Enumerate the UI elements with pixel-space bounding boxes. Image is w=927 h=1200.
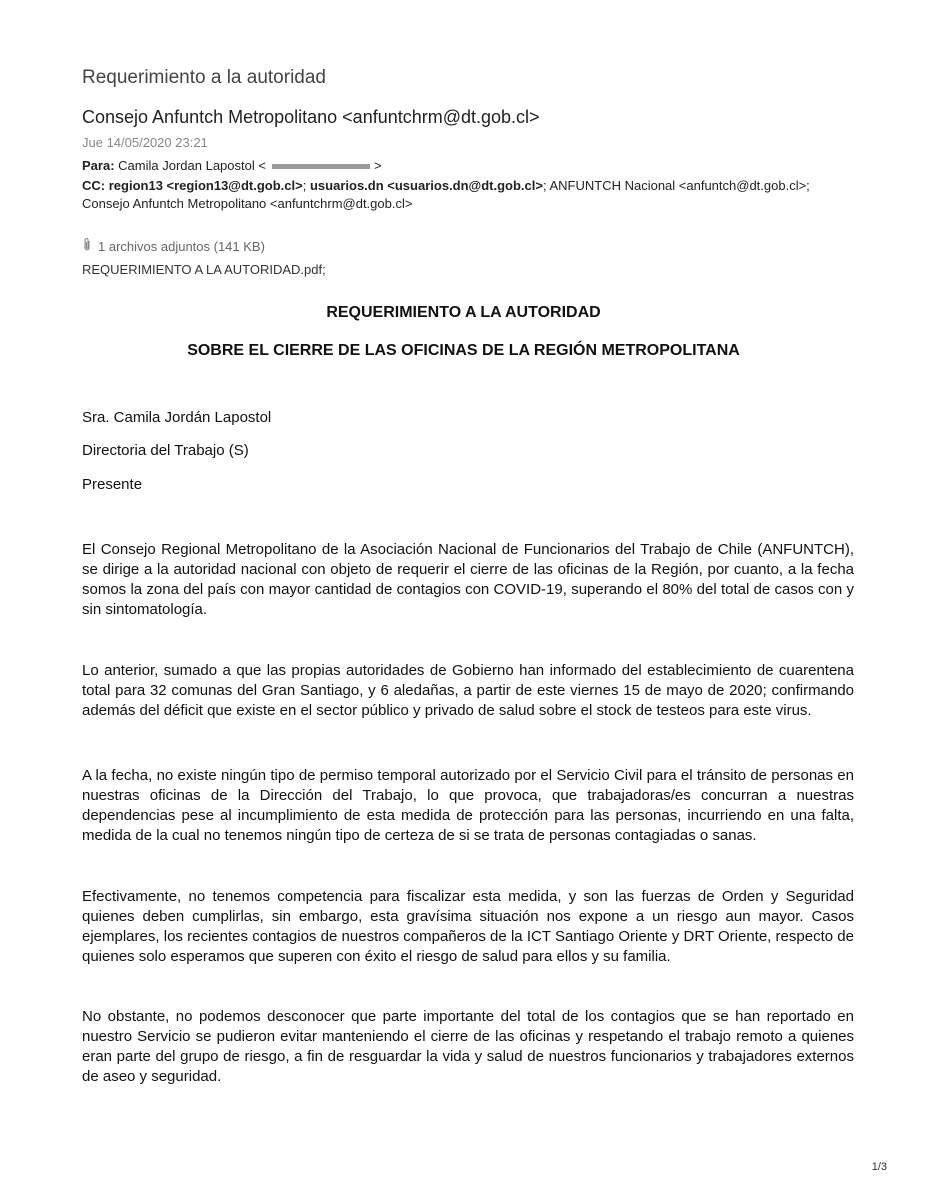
to-name: Camila Jordan Lapostol < <box>118 158 266 173</box>
addressee-position: Directoria del Trabajo (S) <box>82 442 249 459</box>
body-paragraph: No obstante, no podemos desconocer que parte importante del total de los contagios que se han reportado en nuestro Servicio se pudieron evitar manteniendo el cierre de las oficinas y respetando el trabajo remoto a quienes eran parte del grupo de riesgo, a fin de resguardar la vida y salud de nuestros funcionarios y trabajadores externos de aseo y seguridad. <box>82 1008 854 1085</box>
email-date: Jue 14/05/2020 23:21 <box>82 135 208 150</box>
body-paragraph: Lo anterior, sumado a que las propias autoridades de Gobierno han informado del establecimiento de cuarentena total para 32 comunas del Gran Santiago, y 6 aledañas, a partir de este viernes 15 de mayo de 2020; confirmando además del déficit que existe en el sector público y privado de salud sobre el stock de testeos para este virus. <box>82 662 854 719</box>
attachment-file-name: REQUERIMIENTO A LA AUTORIDAD.pdf; <box>82 262 326 277</box>
addressee-name: Sra. Camila Jordán Lapostol <box>82 409 272 426</box>
cc-separator: ; <box>302 178 307 193</box>
cc-recipient-usuarios: usuarios.dn <usuarios.dn@dt.gob.cl> <box>309 178 543 193</box>
attachments-summary <box>82 237 265 256</box>
attachments-count: 1 archivos adjuntos (141 KB) <box>98 239 265 254</box>
cc-recipient-region13: region13 <region13@dt.gob.cl> <box>108 178 303 193</box>
redacted-address <box>272 164 370 169</box>
email-subject: Requerimiento a la autoridad <box>82 67 326 88</box>
document-subtitle: SOBRE EL CIERRE DE LAS OFICINAS DE LA REGIÓN METROPOLITANA <box>187 342 740 359</box>
to-end: > <box>373 158 382 173</box>
body-paragraph: Efectivamente, no tenemos competencia para fiscalizar esta medida, y son las fuerzas de Orden y Seguridad quienes deben cumplirlas, sin embargo, esta gravísima situación nos expone a un riesgo aun mayor. Casos ejemplares, los recientes contagios de nuestros compañeros de la ICT Santiago Oriente y DRT Oriente, respecto de quienes solo esperamos que superen con éxito el riesgo de salud para ellos y su familia. <box>82 888 854 965</box>
body-paragraph: El Consejo Regional Metropolitano de la Asociación Nacional de Funcionarios del Trabajo de Chile (ANFUNTCH), se dirige a la autoridad nacional con objeto de requerir el cierre de las oficinas de la Región, por cuanto, a la fecha somos la zona del país con mayor cantidad de contagios con COVID-19, superando el 80% del total de casos con y sin sintomatología. <box>82 541 854 618</box>
page-number: 1/3 <box>871 1161 887 1173</box>
paperclip-icon <box>82 237 98 256</box>
email-sender: Consejo Anfuntch Metropolitano <anfuntchrm@dt.gob.cl> <box>82 107 540 127</box>
cc-rest: ; ANFUNTCH Nacional <anfuntch@dt.gob.cl>; <box>542 178 810 193</box>
cc-line-2: Consejo Anfuntch Metropolitano <anfuntchrm@dt.gob.cl> <box>82 196 413 211</box>
document-title: REQUERIMIENTO A LA AUTORIDAD <box>326 304 601 321</box>
cc-label: CC: <box>82 178 106 193</box>
to-line <box>82 158 382 173</box>
to-label: Para: <box>82 158 115 173</box>
body-paragraph: A la fecha, no existe ningún tipo de permiso temporal autorizado por el Servicio Civil para el tránsito de personas en nuestras oficinas de la Dirección del Trabajo, lo que provoca, que trabajadoras/es concurran a nuestras dependencias pese al incumplimiento de esta medida de protección para las personas, incurriendo en una falta, medida de la cual no tenemos ningún tipo de certeza de si se trata de personas contagiadas o sanas. <box>82 767 854 844</box>
addressee-presente: Presente <box>82 476 143 493</box>
cc-line <box>82 178 810 193</box>
